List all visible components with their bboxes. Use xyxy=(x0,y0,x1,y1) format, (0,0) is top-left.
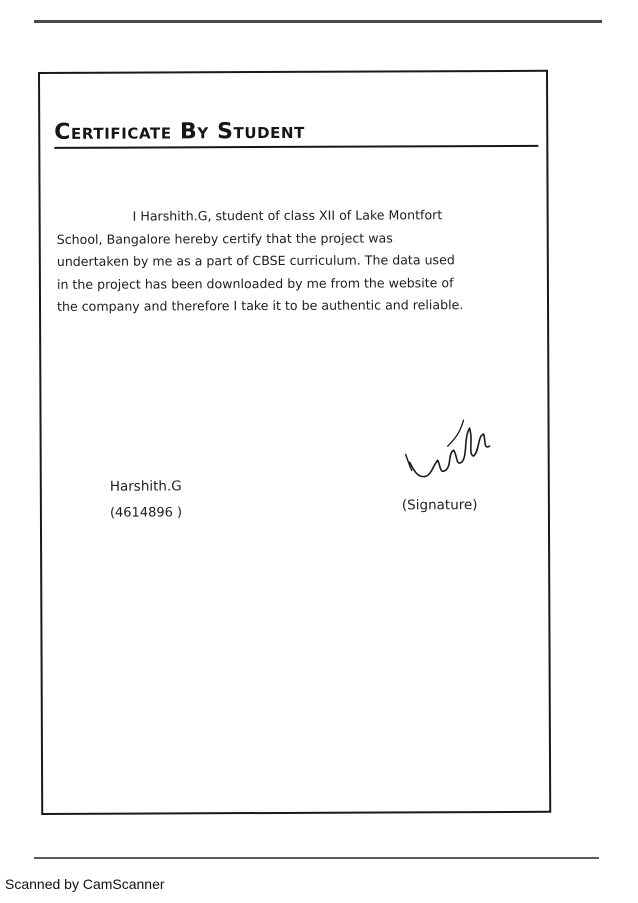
certificate-frame xyxy=(38,70,551,815)
body-line: the company and therefore I take it to be authentic and reliable. xyxy=(56,297,464,314)
body-line: in the project has been downloaded by me from the website of xyxy=(56,274,454,292)
top-scan-rule xyxy=(34,20,602,23)
scanner-watermark: Scanned by CamScanner xyxy=(5,876,165,892)
certificate-body xyxy=(57,204,533,319)
body-line: School, Bangalore hereby certify that the project was xyxy=(56,229,393,247)
body-line: undertaken by me as a part of CBSE curriculum. The data used xyxy=(56,252,455,269)
student-name: Harshith.G xyxy=(109,478,182,495)
signature-label: (Signature) xyxy=(401,497,478,514)
body-line: I Harshith.G, student of class XII of Lake Montfort xyxy=(132,207,443,224)
handwritten-signature-icon xyxy=(403,410,493,490)
certificate-title: Certificate By Student xyxy=(54,118,538,149)
bottom-scan-rule xyxy=(34,857,599,859)
student-id: (4614896 ) xyxy=(109,505,183,521)
